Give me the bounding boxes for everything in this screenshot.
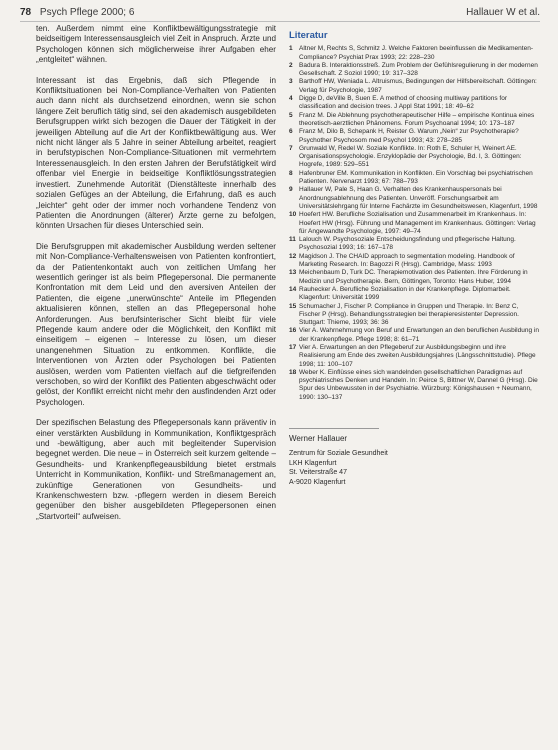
reference-number: 14 xyxy=(289,285,297,293)
reference-text: Grunwald W, Redel W. Soziale Konflikte. In: Roth E, Schuler H, Weinert AE. Organisationspsychologie. Enzyklopädie der Psychologie, Bd. I, 3. Göttingen: Hogrefe, 1989: 529–551 xyxy=(299,144,522,169)
reference-item xyxy=(289,236,539,253)
reference-number: 2 xyxy=(289,61,293,69)
reference-text: Digge D, deVille B, Suen E. A method of choosing multiway partitions for classification and decision trees. J Appl Stat 1991; 18: 49–62 xyxy=(299,95,507,111)
reference-number: 9 xyxy=(289,186,293,194)
reference-number: 8 xyxy=(289,169,293,177)
reference-item xyxy=(289,253,539,270)
reference-number: 12 xyxy=(289,252,297,260)
reference-item xyxy=(289,128,539,145)
address-line: A-9020 Klagenfurt xyxy=(289,478,346,486)
reference-item xyxy=(289,78,539,95)
reference-text: Hoefert HW. Berufliche Sozialisation und Zusammenarbeit im Krankenhaus. In: Hoefert HW (Hrsg). Führung und Management im Krankenhaus. Göttingen: Verlag für Angewandte Psychologie, 1997: 49–74 xyxy=(299,211,536,235)
reference-item xyxy=(289,286,539,303)
reference-item xyxy=(289,269,539,286)
reference-number: 18 xyxy=(289,368,297,376)
address-line: St. Veiterstraße 47 xyxy=(289,469,347,477)
reference-number: 11 xyxy=(289,236,296,244)
body-text-column xyxy=(36,24,276,532)
reference-text: Altner M, Rechts S, Schmitz J. Welche Faktoren beeinflussen die Medikamenten-Compliance? Psychiat Prax 1993; 22: 228–230 xyxy=(299,45,533,61)
reference-text: Rauhecker A. Berufliche Sozialisation in der Krankenpflege. Diplomarbeit. Klagenfurt: Universität 1999 xyxy=(299,285,511,302)
reference-item xyxy=(289,145,539,170)
reference-item xyxy=(289,170,539,187)
address-line: LKH Klagenfurt xyxy=(289,459,337,467)
author-rule xyxy=(289,428,379,429)
reference-item xyxy=(289,327,539,344)
reference-item xyxy=(289,112,539,129)
reference-text: Badura B. Interaktionsstreß. Zum Problem der Gefühlsregulierung in der modernen Gesellschaft. Z Soziol 1990; 19: 317–328 xyxy=(299,61,538,78)
reference-number: 17 xyxy=(289,343,297,351)
page-number: 78 xyxy=(20,7,32,18)
reference-item xyxy=(289,95,539,112)
paragraph: Der spezifischen Belastung des Pflegepersonals kann präventiv in einer verstärkten Ausbildung in Kommunikation, Konfliktgespräch und -bewältigung, aber auch mit begleitender Supervision begegnet werden. Die neue – in Österreich seit kurzem geltende – Gesundheits- und Krankenpflegeausbildung bietet erstmals Unterricht in Kommunikation, Konflikt- und Streßmanagement an, zukünftige Generationen von Gesundheits- und Krankenschwestern bzw. -pflegern werden in diesem Bereich gegenüber den bisher ausgebildeten Pflegepersonen einen „Startvorteil“ aufweisen. xyxy=(36,418,276,521)
author-address xyxy=(289,449,539,487)
header-rule xyxy=(20,21,540,22)
journal-citation: Psych Pflege 2000; 6 xyxy=(39,7,135,18)
reference-number: 15 xyxy=(289,302,297,310)
reference-number: 13 xyxy=(289,269,297,277)
reference-number: 16 xyxy=(289,327,297,335)
reference-text: Lalouch W. Psychosoziale Entscheidungsfindung und pflegerische Haltung. Psychosozial 1993; 16: 167–178 xyxy=(299,236,516,252)
references-heading: Literatur xyxy=(289,30,328,41)
reference-text: Meichenbaum D, Turk DC. Therapiemotivation des Patienten. Ihre Förderung in Medizin und Psychotherapie. Bern, Göttingen, Toronto: Hans Huber, 1994 xyxy=(299,269,528,285)
reference-item xyxy=(289,344,539,369)
reference-number: 6 xyxy=(289,128,293,136)
reference-item xyxy=(289,211,539,236)
paragraph: Die Berufsgruppen mit akademischer Ausbildung werden seltener mit Non-Compliance-Verhaltensweisen von Patienten konfrontiert, da der Patientenkontakt auch von zeitlichen Umfang her wesentlich geringer ist als beim Pflegepersonal. Die permanente Konfrontation mit dem Leid und den aversiven Anteilen der Patienten, die eigene „unerwünschte“ Anteile im Pflegenden aktualisieren können, stellen an das Pflegepersonal hohe Anforderungen. Aus berufsinterischer Sicht bleibt für viele Pflegende kaum andere oder die Möglichkeit, den Konflikt mit einseitigem – eigenen – Interesse zu lösen, um dieser unangenehmen Situation zu entkommen. Konflikte, die Interventionen von Ärzten oder Psychologen bei Patienten auslösen, werden vom Patienten vielfach auf die tiefgreifenden verschoben, so wird der Konflikt des Patienten abgeschwächt oder gelöst, der Konflikt erreicht nicht mehr den ausfindenden Arzt oder Psychologen. xyxy=(36,241,276,407)
reference-number: 1 xyxy=(289,45,293,53)
paragraph: ten. Außerdem nimmt eine Konfliktbewältigungsstrategie mit beidseitigem Interessensausgleich viel Zeit in Anspruch. Ärzte und Psychologen können sich möglicherweise ihrer Aufgaben eher „entgleitet“ wähnen. xyxy=(36,24,276,65)
reference-text: Schumacher J, Fischer P. Compliance in Gruppen und Therapie. In: Benz C, Fischer P (Hrsg). Behandlungsstrategien bei therapieresistenter Depression. Stuttgart: Thieme, 1993; 36: 36 xyxy=(299,302,519,327)
reference-text: Weber K. Einflüsse eines sich wandelnden gesellschaftlichen Paradigmas auf psychiatrisches Denken und Handeln. In: Peirce S, Bittner W, Dannel G (Hrsg). Die Spur des Unbewussten in der Psychiatrie. Würzburg: Königshausen + Neumann, 1990: 130–137 xyxy=(299,368,538,401)
page-header xyxy=(20,6,540,20)
reference-list xyxy=(289,45,539,402)
reference-text: Barthoff HW, Weniada L. Altruismus, Bedingungen der Hilfsbereitschaft. Göttingen: Verlag für Psychologie, 1987 xyxy=(299,78,537,94)
reference-text: Hafenbruner EM. Kommunikation in Konflikten. Ein Vorschlag bei psychiatrischen Patienten. Nervenarzt 1993; 67: 788–793 xyxy=(299,169,533,186)
reference-item xyxy=(289,62,539,79)
author-address-block xyxy=(289,428,539,487)
reference-text: Vier A. Wahrnehmung von Beruf und Erwartungen an den beruflichen Ausbildung in der Krankenpflege. Pflege 1998; 8: 61–71 xyxy=(299,327,539,343)
reference-text: Hallauer W, Pale S, Haan G. Verhalten des Krankenhauspersonals bei Anordnungsablehnung des Patienten. Unveröff. Forschungsarbeit am Universitätslehrgang für Interne Fachärzte im Gesundheitswesen, Klagenfurt, 1998 xyxy=(299,186,538,210)
reference-item xyxy=(289,303,539,328)
reference-number: 10 xyxy=(289,211,297,219)
paragraph: Interessant ist das Ergebnis, daß sich Pflegende in Konfliktsituationen bei Non-Compliance-Verhalten von Patienten auch dann nicht als durchsetzend einordnen, wenn sie schon längere Zeit beruflich tätig sind, sei den akademisch ausgebildeten Berufsgruppen wirkt sich bezogen die Dauer der Tätigkeit in der jeweiligen Abteilung auf die Art der Konfliktbewältigung aus. Wer nicht nicht länger als 5 Jahre in seiner Abteilung arbeitet, reagiert in berufstypischen Non-Compliance-Situationen mit vermehrtem Interessenausgleich. In den ersten Jahren der Berufstätigkeit wird offenbar viel Energie in beidseitige Konfliktlösungsstrategien investiert. Zunehmende Autorität (Dienstälteste innerhalb des sozialen Gefüges an der Abteilung, die Erfahrung, daß es auch „leichter“ geht oder der immer noch vorhandene Tendenz von Patienten die Anordnungen (älterer) Ärzte gerne zu befolgen, könnten Ursachen für dieses Unterschied sein. xyxy=(36,75,276,231)
reference-item xyxy=(289,369,539,402)
references-column xyxy=(289,24,539,487)
reference-text: Franz M, Dilo B, Schepank H, Reister G. Warum „Nein“ zur Psychotherapie? Psychother Psychosom med Psychol 1993; 43: 278–285 xyxy=(299,128,519,144)
reference-number: 7 xyxy=(289,144,293,152)
reference-number: 3 xyxy=(289,78,293,86)
reference-text: Vier A. Erwartungen an den Pflegeberuf zur Ausbildungsbeginn und ihre Realisierung am Ende des zweiten Ausbildungsjahres (Längsschnittstudie). Pflege 1998; 11: 100–107 xyxy=(299,343,536,368)
address-line: Zentrum für Soziale Gesundheit xyxy=(289,450,388,458)
reference-text: Franz M. Die Ablehnung psychotherapeutischer Hilfe – empirische Kontinua eines theoretisch-aerztlichen Phänomens. Forum Psychoanal 1994; 10: 173–187 xyxy=(299,111,535,127)
reference-item xyxy=(289,186,539,211)
reference-number: 4 xyxy=(289,95,293,103)
reference-number: 5 xyxy=(289,111,293,119)
author-name: Werner Hallauer xyxy=(289,434,348,444)
reference-text: Magidson J. The CHAID approach to segmentation modeling. Handbook of Marketing Research. In: Bagozzi R (Hrsg). Cambridge, Mass: 1993 xyxy=(299,252,515,269)
running-author: Hallauer W et al. xyxy=(466,7,540,18)
reference-item xyxy=(289,45,539,62)
